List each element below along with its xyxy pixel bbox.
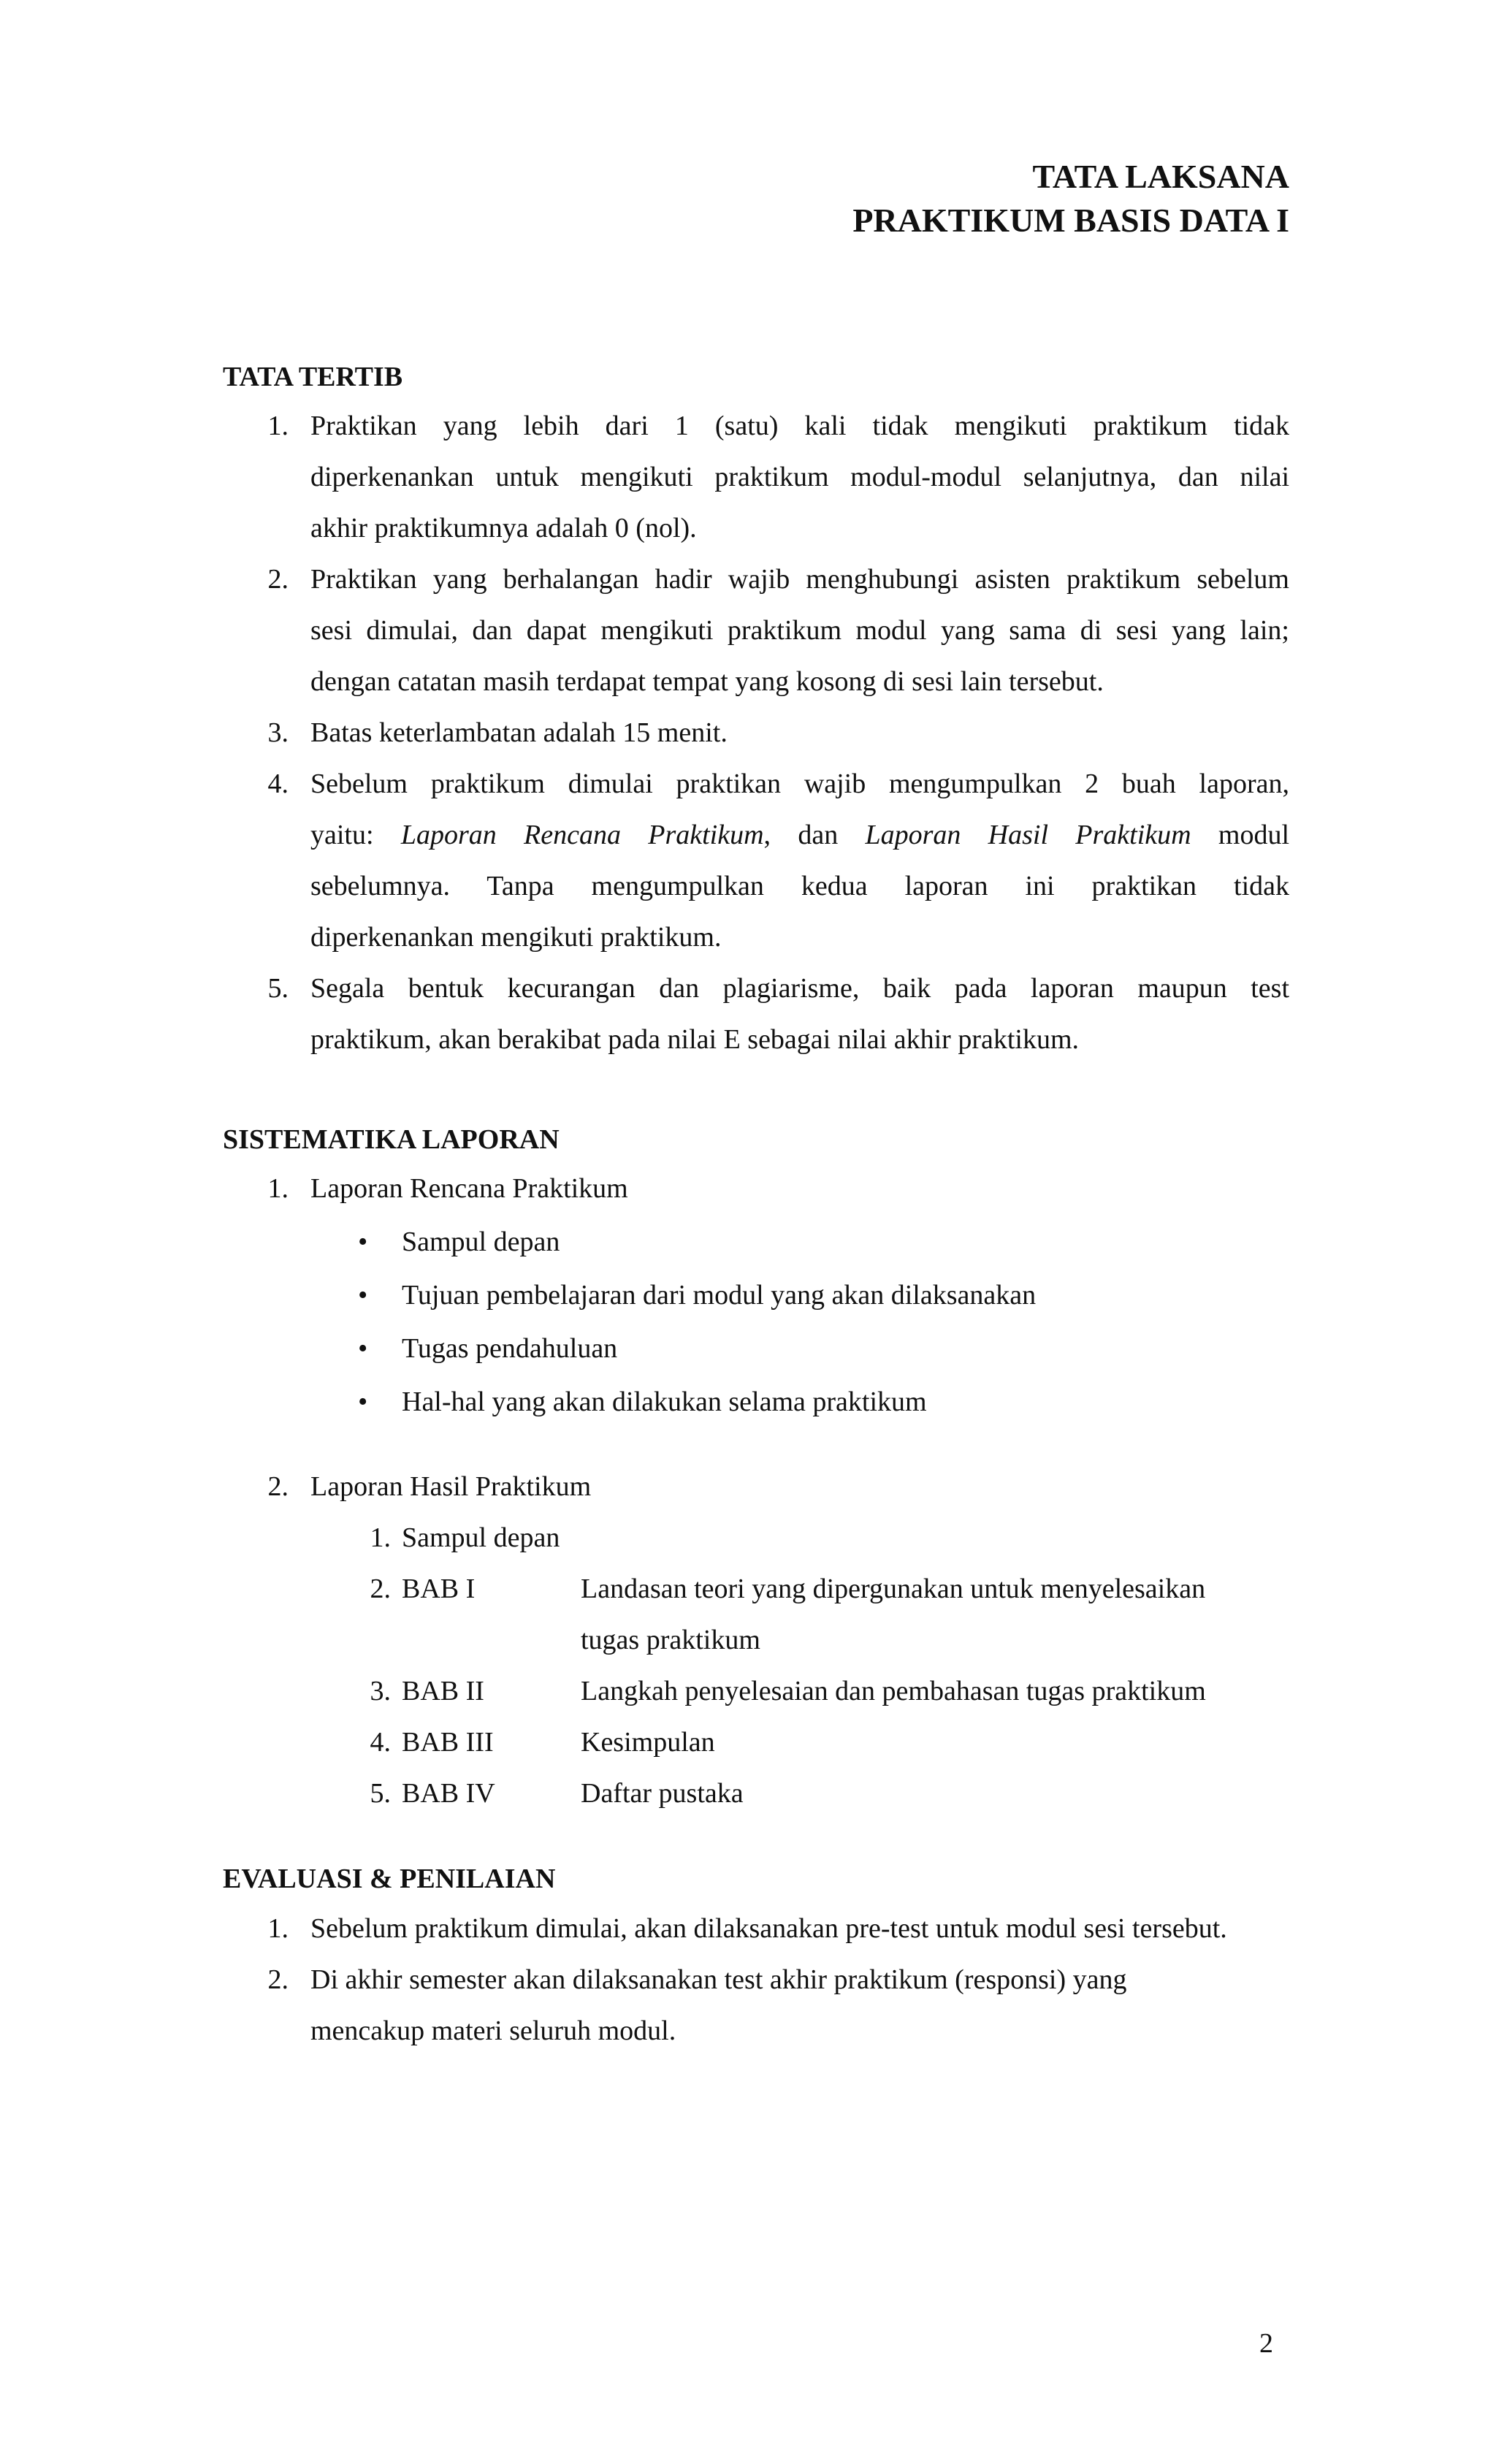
- list-item: [223, 758, 1290, 953]
- list-number: 3.: [267, 717, 289, 748]
- sub-list-desc: Landasan teori yang dipergunakan untuk menyelesaikan: [581, 1574, 1206, 1604]
- list-number: 2.: [267, 1471, 289, 1502]
- sub-list-desc: Daftar pustaka: [581, 1778, 744, 1809]
- bullet-item: [223, 1216, 1289, 1267]
- list-text: diperkenankan untuk mengikuti praktikum modul-modul selanjutnya, dan nilai: [310, 462, 1289, 492]
- list-item: [223, 707, 1289, 758]
- sub-list-desc: Kesimpulan: [581, 1727, 715, 1758]
- list-number: 2.: [267, 564, 289, 595]
- bullet-icon: •: [358, 1333, 368, 1364]
- list-text: mencakup materi seluruh modul.: [310, 2015, 676, 2046]
- list-item: [223, 963, 1289, 1055]
- sub-list-item: [223, 1563, 1289, 1666]
- list-text: sebelumnya. Tanpa mengumpulkan kedua laporan ini praktikan tidak: [310, 871, 1289, 901]
- sub-list-desc: Langkah penyelesaian dan pembahasan tugas praktikum: [581, 1676, 1206, 1706]
- list-item: [223, 1954, 1289, 2046]
- italic-report-name: Laporan Hasil Praktikum: [865, 820, 1191, 850]
- list-text: Praktikan yang berhalangan hadir wajib menghubungi asisten praktikum sebelum: [310, 564, 1289, 595]
- list-number: 5.: [267, 973, 289, 1004]
- list-item: [223, 1461, 1289, 1512]
- sub-list-number: 3.: [370, 1676, 391, 1706]
- bullet-text: Hal-hal yang akan dilakukan selama praktikum: [402, 1387, 927, 1417]
- list-text: Batas keterlambatan adalah 15 menit.: [310, 717, 728, 748]
- list-text: yaitu: Laporan Rencana Praktikum, dan Laporan Hasil Praktikum modul: [310, 820, 1290, 850]
- list-text: Praktikan yang lebih dari 1 (satu) kali tidak mengikuti praktikum tidak: [310, 411, 1289, 441]
- sub-list-item: [223, 1717, 1289, 1768]
- list-item: [223, 554, 1289, 697]
- bullet-icon: •: [358, 1387, 368, 1417]
- section-title-tata-tertib: TATA TERTIB: [223, 362, 403, 392]
- sub-list-name: Sampul depan: [402, 1522, 560, 1553]
- list-number: 2.: [267, 1964, 289, 1995]
- list-number: 1.: [267, 411, 289, 441]
- sub-list-item: [223, 1512, 1289, 1563]
- list-item: [223, 400, 1289, 543]
- list-text: Laporan Hasil Praktikum: [310, 1471, 592, 1502]
- bullet-item: [223, 1376, 1289, 1427]
- section-title-evaluasi: EVALUASI & PENILAIAN: [223, 1864, 556, 1894]
- list-text: dengan catatan masih terdapat tempat yang kosong di sesi lain tersebut.: [310, 666, 1104, 697]
- list-text: Sebelum praktikum dimulai praktikan wajib mengumpulkan 2 buah laporan,: [310, 768, 1289, 799]
- sub-list-number: 2.: [370, 1574, 391, 1604]
- list-text: praktikum, akan berakibat pada nilai E sebagai nilai akhir praktikum.: [310, 1024, 1080, 1055]
- list-text: diperkenankan mengikuti praktikum.: [310, 922, 722, 953]
- list-text: Laporan Rencana Praktikum: [310, 1173, 628, 1204]
- sub-list-desc: tugas praktikum: [581, 1625, 760, 1655]
- sub-list-name: BAB I: [402, 1574, 476, 1604]
- sub-list-number: 4.: [370, 1727, 391, 1758]
- header-title-line2: PRAKTIKUM BASIS DATA I: [852, 202, 1289, 239]
- list-text: akhir praktikumnya adalah 0 (nol).: [310, 513, 697, 543]
- list-item: [223, 1163, 1289, 1214]
- bullet-text: Sampul depan: [402, 1227, 560, 1257]
- list-item: [223, 1903, 1289, 1954]
- document-header: [852, 155, 1289, 243]
- sub-list-name: BAB IV: [402, 1778, 495, 1809]
- sub-list-name: BAB III: [402, 1727, 494, 1758]
- sub-list-number: 1.: [370, 1522, 391, 1553]
- sub-list-number: 5.: [370, 1778, 391, 1809]
- sub-list-item: [223, 1666, 1289, 1717]
- list-text: Sebelum praktikum dimulai, akan dilaksanakan pre-test untuk modul sesi tersebut.: [310, 1913, 1227, 1944]
- bullet-item: [223, 1270, 1289, 1321]
- page-number: 2: [1259, 2328, 1273, 2359]
- list-number: 4.: [267, 768, 289, 799]
- list-number: 1.: [267, 1173, 289, 1204]
- header-title-line1: TATA LAKSANA: [1032, 158, 1289, 195]
- list-text: Di akhir semester akan dilaksanakan test akhir praktikum (responsi) yang: [310, 1964, 1127, 1995]
- bullet-text: Tugas pendahuluan: [402, 1333, 618, 1364]
- bullet-item: [223, 1323, 1289, 1374]
- list-number: 1.: [267, 1913, 289, 1944]
- bullet-text: Tujuan pembelajaran dari modul yang akan dilaksanakan: [402, 1280, 1037, 1311]
- bullet-icon: •: [358, 1280, 368, 1311]
- section-title-sistematika: SISTEMATIKA LAPORAN: [223, 1124, 560, 1155]
- sub-list-item: [223, 1768, 1289, 1819]
- list-text: Segala bentuk kecurangan dan plagiarisme, baik pada laporan maupun test: [310, 973, 1289, 1004]
- italic-report-name: Laporan Rencana Praktikum: [400, 820, 764, 850]
- sub-list-name: BAB II: [402, 1676, 484, 1706]
- list-text: sesi dimulai, dan dapat mengikuti praktikum modul yang sama di sesi yang lain;: [310, 615, 1289, 646]
- bullet-icon: •: [358, 1227, 368, 1257]
